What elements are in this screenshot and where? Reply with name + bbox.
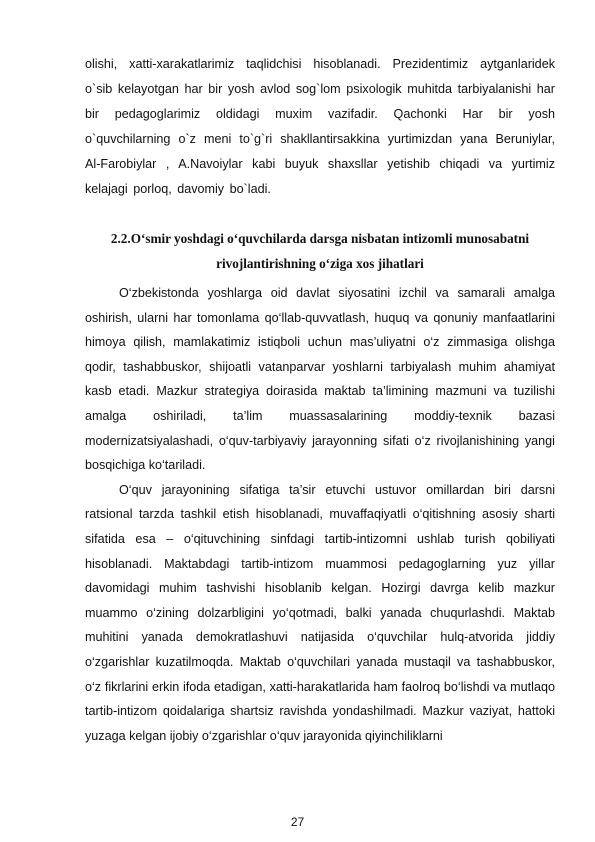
section-heading-line-2: rivojlantirishning o‘ziga xos jihatlari [216,256,424,271]
body-paragraph-1: O‘zbekistonda yoshlarga oid davlat siyosatini izchil va samarali amalga oshirish, ularni har tomonlama qo‘llab-quvvatlash, huquq va qonuniy manfaatlarini himoya qilish, mamlakatimiz istiqboli uchun mas’uliyatni o‘z zimmasiga olishga qodir, tashabbuskor, shijoatli vatanparvar yoshlarni tarbiyalash muhim ahamiyat kasb etadi. Mazkur strategiya doirasida maktab ta’limining mazmuni va tuzilishi amalga oshiriladi, ta’lim muassasalarining moddiy-texnik bazasi modernizatsiyalashadi, o‘quv-tarbiyaviy jarayonning sifati o‘z rivojlanishining yangi bosqichiga ko‘tariladi. [85,286,555,473]
section-heading [85,226,555,276]
page-number: 27 [290,815,305,829]
body-paragraph-2: O‘quv jarayonining sifatiga ta’sir etuvchi ustuvor omillardan biri darsni ratsional tarzda tashkil etish hisoblanadi, muvaffaqiyatli o‘qitishning asosiy sharti sifatida esa – o‘qituvchining sinfdagi tartib-intizomni ushlab turish qobiliyati hisoblanadi. Maktabdagi tartib-intizom muammosi pedagoglarning yuz yillar davomidagi muhim tashvishi hisoblanib kelgan. Hozirgi davrga kelib mazkur muammo o‘zining dolzarbligini yo‘qotmadi, balki yanada chuqurlashdi. Maktab muhitini yanada demokratlashuvi natijasida o‘quvchilar hulq-atvorida jiddiy o‘zgarishlar kuzatilmoqda. Maktab o‘quvchilari yanada mustaqil va tashabbuskor, o‘z fikrlarini erkin ifoda etadigan, xatti-harakatlarida ham faolroq bo‘lishdi va mutlaqo tartib-intizom qoidalariga shartsiz ravishda yondashilmadi. Mazkur vaziyat, hattoki yuzaga kelgan ijobiy o‘zgarishlar o‘quv jarayonida qiyinchiliklarni [85,482,555,743]
top-paragraph: olishi, xatti-xarakatlarimiz taqlidchisi hisoblanadi. Prezidentimiz aytganlaridek o`sib kelayotgan har bir yosh avlod sog`lom psixologik muhitda tarbiyalanishi har bir pedagoglarimiz oldidagi muxim vazifadir. Qachonki Har bir yosh o`quvchilarning o`z meni to`g`ri shakllantirsakkina yurtimizdan yana Beruniylar, Al-Farobiylar , A.Navoiylar kabi buyuk shaxsllar yetishib chiqadi va yurtimiz kelajagi porloq, davomiy bo`ladi. [85,57,555,196]
document-page [85,52,555,748]
section-heading-line-1: 2.2.O‘smir yoshdagi o‘quvchilarda darsga nisbatan intizomli munosabatni [110,231,530,246]
